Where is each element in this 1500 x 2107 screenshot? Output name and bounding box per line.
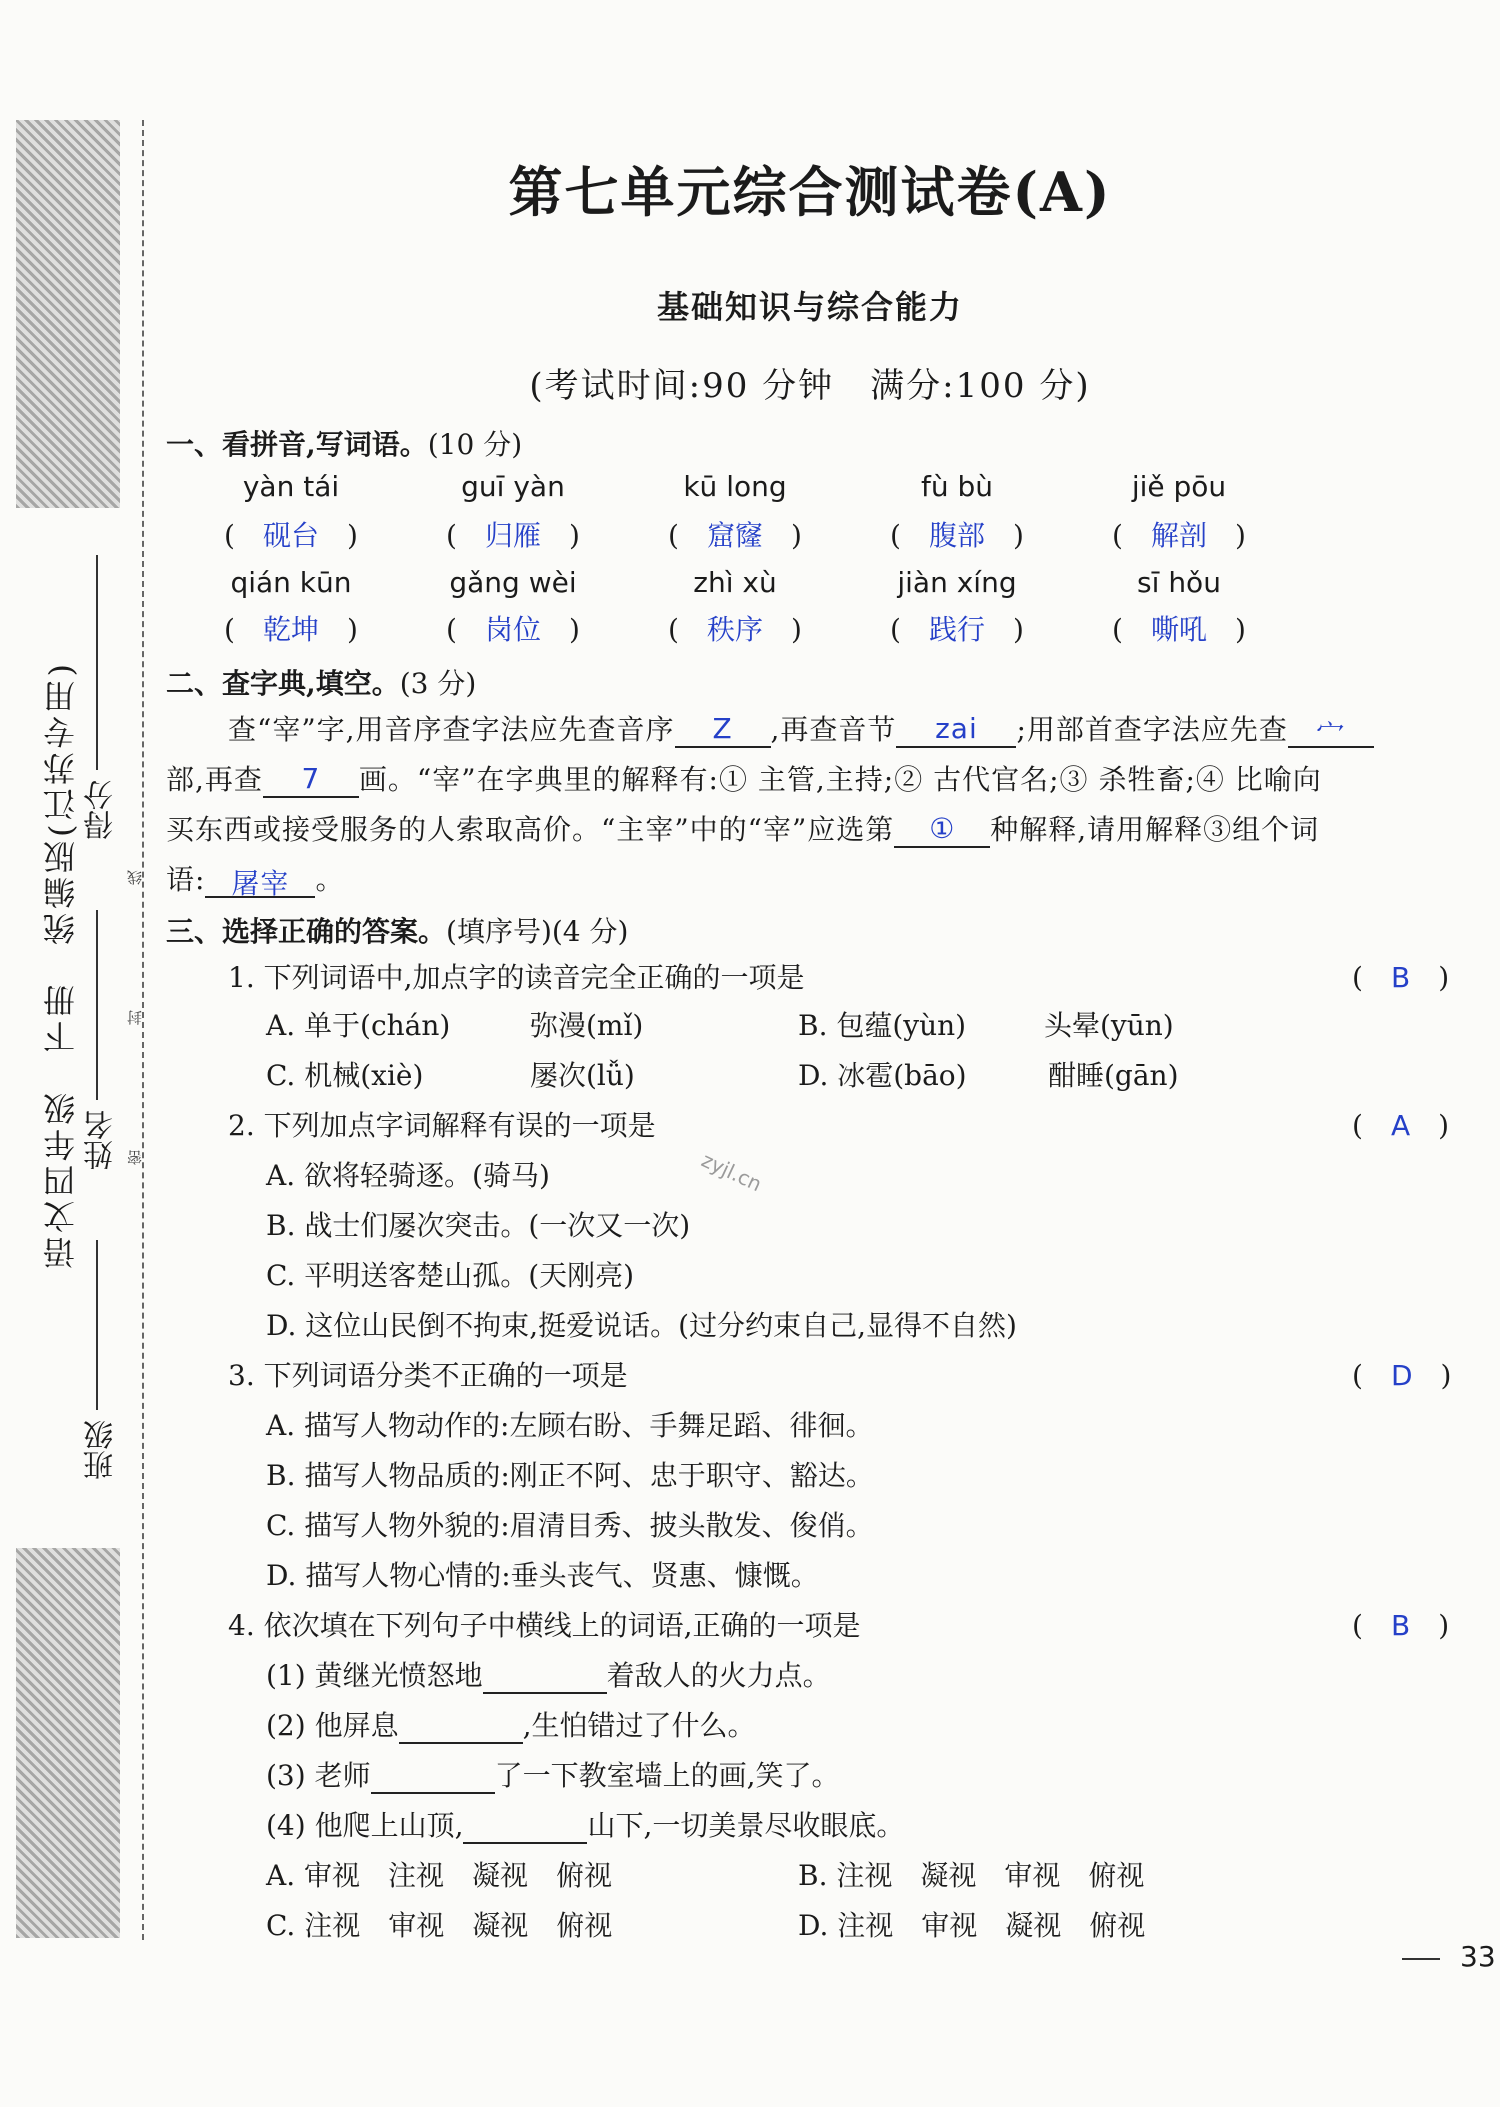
- rparen: ): [347, 519, 358, 552]
- q1-option-c1: C. 机械(xiè): [266, 1059, 424, 1092]
- section2-title: 二、查字典,填空。: [166, 667, 400, 700]
- q4-sentence-4: [266, 1804, 904, 1844]
- fill-blank-2: [896, 712, 1016, 748]
- answer-box-6: [196, 608, 386, 648]
- lparen: (: [224, 519, 235, 552]
- fill-answer-4: 7: [301, 762, 321, 795]
- answer-8: 秩序: [706, 613, 763, 646]
- answer-box-4: [862, 514, 1052, 554]
- score-line: [96, 555, 98, 770]
- fill-answer-1: Z: [712, 712, 733, 745]
- name-line: [96, 910, 98, 1100]
- lparen: (: [224, 613, 235, 646]
- q4-option-d: D. 注视 审视 凝视 俯视: [798, 1909, 1146, 1942]
- section1-score: (10 分): [427, 428, 523, 461]
- q2-option-d: D. 这位山民倒不拘束,挺爱说话。(过分约束自己,显得不自然): [266, 1309, 1017, 1342]
- q4-option-b: B. 注视 凝视 审视 俯视: [798, 1859, 1145, 1892]
- section2-heading: [166, 662, 476, 702]
- fill-answer-6: 屠宰: [231, 867, 290, 900]
- q4-blank-1: [483, 1658, 607, 1694]
- fill-blank-5: [894, 812, 990, 848]
- rparen: ): [1440, 1359, 1452, 1392]
- rparen: ): [1438, 1109, 1450, 1142]
- xian-mark: 线: [126, 870, 144, 885]
- rparen: ): [1013, 519, 1024, 552]
- pinyin-6: qián kūn: [230, 566, 352, 599]
- pinyin-8: zhì xù: [693, 566, 777, 599]
- decorative-pattern-bottom: [16, 1548, 120, 1938]
- fill-blank-3: [1288, 712, 1374, 748]
- section2-line4: [166, 858, 344, 898]
- q1-answer-box: [1352, 956, 1449, 996]
- q3-answer-box: [1352, 1354, 1451, 1394]
- lparen: (: [668, 613, 679, 646]
- pinyin-1: yàn tái: [242, 470, 340, 503]
- answer-10: 嘶吼: [1150, 613, 1207, 646]
- answer-box-1: [196, 514, 386, 554]
- fill-answer-5: ①: [929, 812, 956, 845]
- rparen: ): [569, 613, 580, 646]
- q4-s2-start: (2) 他屏息: [266, 1709, 399, 1742]
- s2-text-1c: ;用部首查字法应先查: [1016, 713, 1288, 746]
- q2-answer-box: [1352, 1104, 1449, 1144]
- q4-stem: 4. 依次填在下列句子中横线上的词语,正确的一项是: [228, 1609, 861, 1642]
- rparen: ): [791, 613, 802, 646]
- q2-option-b: B. 战士们屡次突击。(一次又一次): [266, 1209, 691, 1242]
- lparen: (: [1112, 519, 1123, 552]
- section2-line3: [166, 808, 1319, 848]
- mi-mark: 密: [126, 1150, 144, 1165]
- q1-option-d1: D. 冰雹(bāo): [798, 1059, 967, 1092]
- q1-option-a1: A. 单于(chán): [266, 1009, 451, 1042]
- answer-4: 腹部: [928, 519, 985, 552]
- answer-box-8: [640, 608, 830, 648]
- section3-score: (填序号)(4 分): [446, 915, 629, 948]
- section2-line2: [166, 758, 1322, 798]
- answer-box-2: [418, 514, 608, 554]
- q4-blank-4: [463, 1808, 587, 1844]
- answer-box-10: [1084, 608, 1274, 648]
- lparen: (: [1352, 1609, 1363, 1642]
- subtitle: 基础知识与综合能力: [656, 288, 963, 326]
- lparen: (: [446, 519, 457, 552]
- pinyin-10: sī hǒu: [1137, 566, 1221, 599]
- q4-s4-start: (4) 他爬上山顶,: [266, 1809, 464, 1842]
- s2-text-4a: 语:: [166, 863, 206, 896]
- class-label: 班级: [84, 1420, 119, 1480]
- q3-option-d: D. 描写人物心情的:垂头丧气、贤惠、慷慨。: [266, 1559, 819, 1592]
- q4-blank-2: [399, 1708, 523, 1744]
- q3-answer: D: [1390, 1359, 1413, 1392]
- q1-answer: B: [1390, 961, 1411, 994]
- book-info: 语文四年级 下册 统编版(江苏专用): [42, 660, 80, 1269]
- q4-sentence-2: [266, 1704, 755, 1744]
- pinyin-7: gǎng wèi: [449, 566, 577, 599]
- rparen: ): [791, 519, 802, 552]
- watermark: zyjl.cn: [697, 1147, 766, 1197]
- q3-stem: 3. 下列词语分类不正确的一项是: [228, 1359, 628, 1392]
- q1-option-b2: 头晕(yūn): [1044, 1009, 1174, 1042]
- fill-blank-6: [205, 862, 315, 898]
- pinyin-9: jiàn xíng: [897, 566, 1017, 599]
- fill-answer-3: 宀: [1316, 717, 1346, 750]
- lparen: (: [890, 613, 901, 646]
- s2-text-2a: 部,再查: [166, 763, 263, 796]
- page-number-dash: [1402, 1958, 1440, 1960]
- q4-blank-3: [371, 1758, 495, 1794]
- class-line: [96, 1240, 98, 1410]
- lparen: (: [890, 519, 901, 552]
- q1-option-a2: 弥漫(mǐ): [530, 1009, 644, 1042]
- q2-option-a: A. 欲将轻骑逐。(骑马): [266, 1159, 550, 1192]
- pinyin-5: jiě pōu: [1131, 470, 1227, 503]
- q4-s4-end: 山下,一切美景尽收眼底。: [587, 1809, 905, 1842]
- answer-2: 归雁: [484, 519, 541, 552]
- fill-blank-4: [263, 762, 359, 798]
- q4-option-c: C. 注视 审视 凝视 俯视: [266, 1909, 613, 1942]
- s2-text-1a: 查“宰”字,用音序查字法应先查音序: [228, 713, 675, 746]
- rparen: ): [1235, 519, 1246, 552]
- q1-option-b1: B. 包蕴(yùn): [798, 1009, 967, 1042]
- answer-3: 窟窿: [706, 519, 763, 552]
- rparen: ): [1438, 961, 1450, 994]
- q3-option-a: A. 描写人物动作的:左顾右盼、手舞足蹈、徘徊。: [266, 1409, 874, 1442]
- lparen: (: [1112, 613, 1123, 646]
- rparen: ): [347, 613, 358, 646]
- pinyin-2: guī yàn: [461, 470, 565, 503]
- q4-s3-end: 了一下教室墙上的画,笑了。: [494, 1759, 840, 1792]
- section3-title: 三、选择正确的答案。: [166, 915, 447, 948]
- s2-text-4b: 。: [315, 863, 345, 896]
- page-number: 33: [1460, 1940, 1496, 1973]
- pinyin-4: fù bù: [920, 470, 994, 503]
- section2-line1: [228, 708, 1374, 748]
- answer-5: 解剖: [1150, 519, 1207, 552]
- lparen: (: [446, 613, 457, 646]
- exam-info: (考试时间:90 分钟 满分:100 分): [529, 366, 1091, 406]
- answer-box-9: [862, 608, 1052, 648]
- q3-option-c: C. 描写人物外貌的:眉清目秀、披头散发、俊俏。: [266, 1509, 874, 1542]
- q4-s1-end: 着敌人的火力点。: [606, 1659, 831, 1692]
- answer-box-3: [640, 514, 830, 554]
- answer-1: 砚台: [262, 519, 319, 552]
- q4-answer: B: [1390, 1609, 1411, 1642]
- q4-option-a: A. 审视 注视 凝视 俯视: [266, 1859, 613, 1892]
- lparen: (: [1352, 1109, 1363, 1142]
- s2-text-3b: 种解释,请用解释③组个词: [990, 813, 1320, 846]
- score-label: 得分: [84, 780, 119, 840]
- section2-score: (3 分): [399, 667, 477, 700]
- rparen: ): [1438, 1609, 1450, 1642]
- q4-answer-box: [1352, 1604, 1449, 1644]
- q4-sentence-1: [266, 1654, 831, 1694]
- q1-option-c2: 屡次(lǚ): [530, 1059, 635, 1092]
- feng-mark: 封: [126, 1010, 144, 1025]
- answer-box-5: [1084, 514, 1274, 554]
- section3-heading: [166, 910, 628, 950]
- page-title: 第七单元综合测试卷(A): [508, 160, 1112, 224]
- rparen: ): [1013, 613, 1024, 646]
- fill-blank-1: [675, 712, 771, 748]
- s2-text-3a: 买东西或接受服务的人索取高价。“主宰”中的“宰”应选第: [166, 813, 895, 846]
- s2-text-1b: ,再查音节: [770, 713, 897, 746]
- q2-option-c: C. 平明送客楚山孤。(天刚亮): [266, 1259, 635, 1292]
- s2-text-2b: 画。“宰”在字典里的解释有:① 主管,主持;② 古代官名;③ 杀牲畜;④ 比喻向: [358, 763, 1322, 796]
- pinyin-3: kū long: [683, 470, 787, 503]
- q2-answer: A: [1390, 1109, 1411, 1142]
- q4-sentence-3: [266, 1754, 839, 1794]
- q3-option-b: B. 描写人物品质的:刚正不阿、忠于职守、豁达。: [266, 1459, 874, 1492]
- answer-9: 践行: [928, 613, 985, 646]
- section1-title: 一、看拼音,写词语。: [166, 428, 428, 461]
- q4-s1-start: (1) 黄继光愤怒地: [266, 1659, 483, 1692]
- lparen: (: [1352, 961, 1363, 994]
- q2-stem: 2. 下列加点字词解释有误的一项是: [228, 1109, 656, 1142]
- fill-answer-2: zai: [935, 712, 978, 745]
- answer-box-7: [418, 608, 608, 648]
- lparen: (: [668, 519, 679, 552]
- name-label: 姓名: [84, 1110, 119, 1170]
- rparen: ): [569, 519, 580, 552]
- q1-option-d2: 酣睡(gān): [1048, 1059, 1179, 1092]
- q4-s2-end: ,生怕错过了什么。: [522, 1709, 756, 1742]
- answer-6: 乾坤: [262, 613, 319, 646]
- answer-7: 岗位: [484, 613, 541, 646]
- q1-stem: 1. 下列词语中,加点字的读音完全正确的一项是: [228, 961, 805, 994]
- section1-heading: [166, 423, 522, 463]
- lparen: (: [1352, 1359, 1363, 1392]
- rparen: ): [1235, 613, 1246, 646]
- q4-s3-start: (3) 老师: [266, 1759, 371, 1792]
